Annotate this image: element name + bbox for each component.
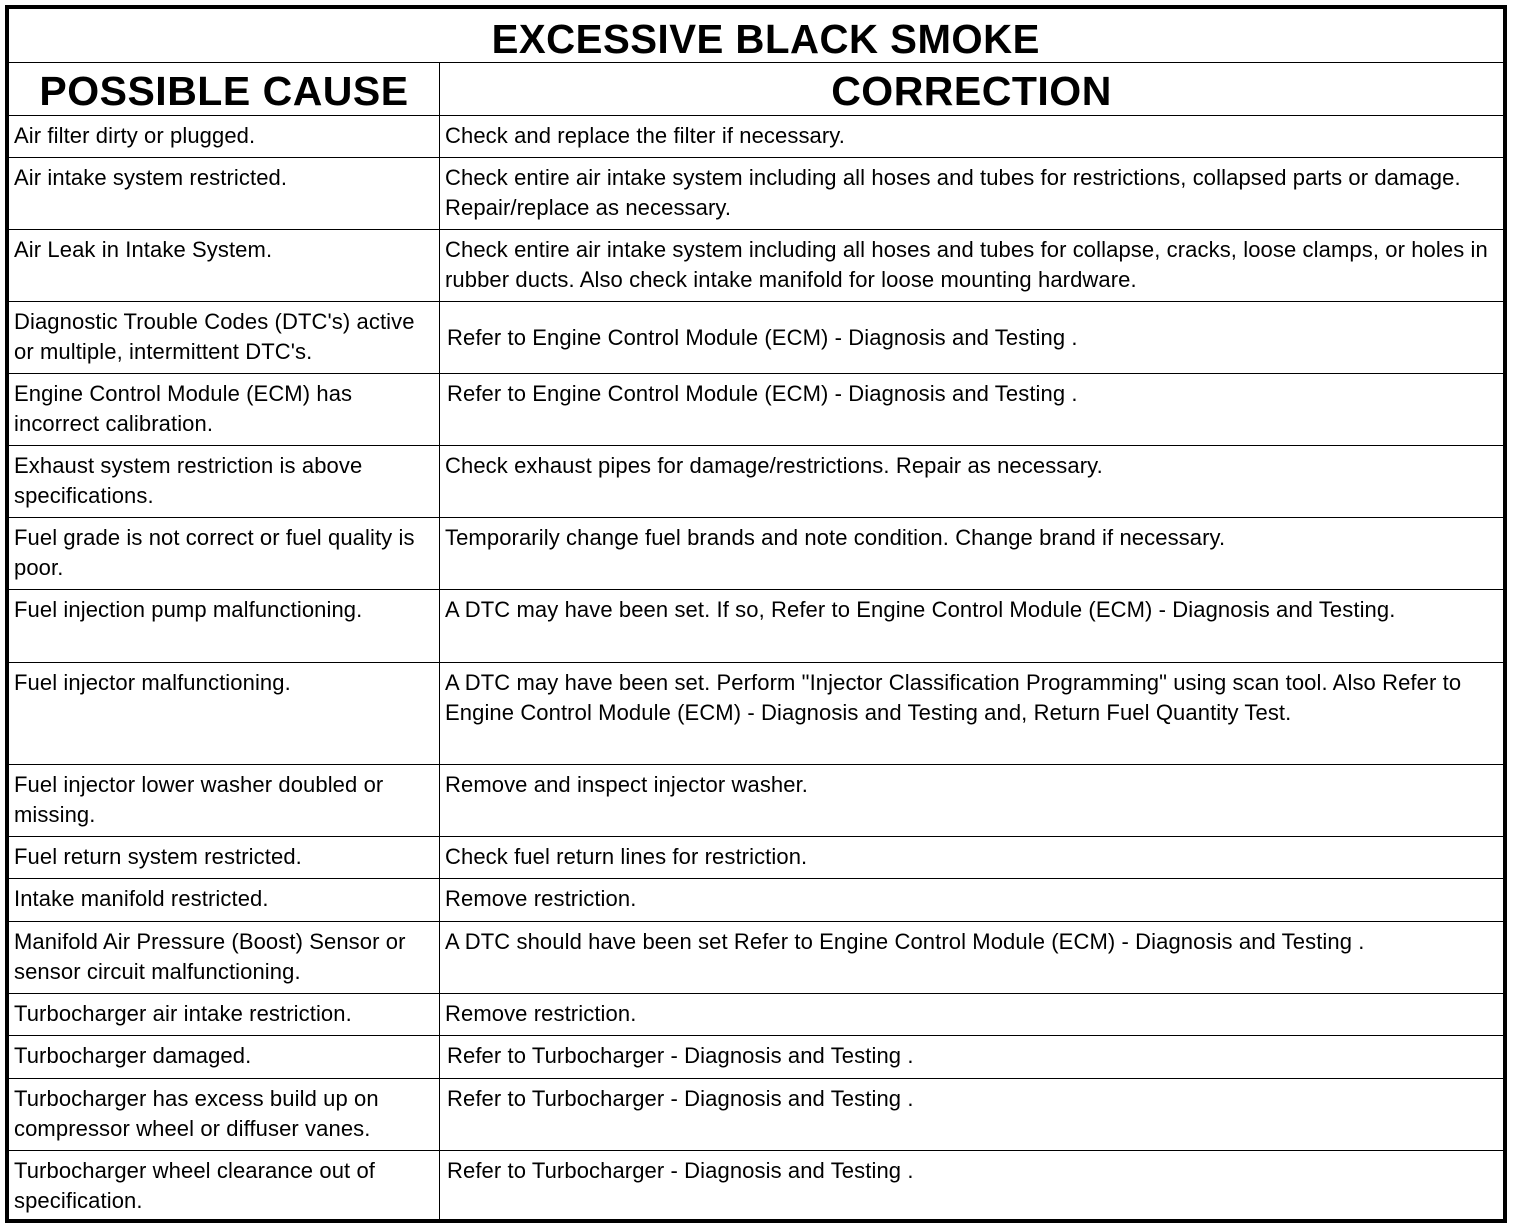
table-row — [9, 446, 1504, 518]
cause-cell: Diagnostic Trouble Codes (DTC's) active or multiple, intermittent DTC's. — [9, 302, 440, 374]
table-row — [9, 765, 1504, 837]
cause-cell: Turbocharger damaged. — [9, 1036, 440, 1079]
title-cell — [9, 9, 1504, 63]
correction-cell: Refer to Turbocharger - Diagnosis and Testing . — [440, 1079, 1504, 1151]
correction-cell: Refer to Turbocharger - Diagnosis and Testing . — [440, 1036, 1504, 1079]
table-row — [9, 1079, 1504, 1151]
cause-cell: Air filter dirty or plugged. — [9, 116, 440, 158]
table-row — [9, 994, 1504, 1036]
correction-cell: Check and replace the filter if necessary. — [440, 116, 1504, 158]
cause-cell: Turbocharger air intake restriction. — [9, 994, 440, 1036]
correction-cell: Refer to Engine Control Module (ECM) - Diagnosis and Testing . — [440, 374, 1504, 446]
table-row — [9, 302, 1504, 374]
table-title: EXCESSIVE BLACK SMOKE — [491, 15, 1041, 62]
cause-cell: Fuel grade is not correct or fuel quality is poor. — [9, 518, 440, 590]
cause-cell: Intake manifold restricted. — [9, 879, 440, 922]
correction-cell: Check entire air intake system including all hoses and tubes for collapse, cracks, loose clamps, or holes in rubber ducts. Also check intake manifold for loose mounting hardware. — [440, 230, 1504, 302]
correction-cell: Check exhaust pipes for damage/restrictions. Repair as necessary. — [440, 446, 1504, 518]
correction-cell: Temporarily change fuel brands and note condition. Change brand if necessary. — [440, 518, 1504, 590]
table-row — [9, 663, 1504, 765]
header-possible-cause: POSSIBLE CAUSE — [39, 68, 409, 114]
table-row — [9, 837, 1504, 879]
title-row — [9, 9, 1504, 63]
cause-cell: Exhaust system restriction is above specifications. — [9, 446, 440, 518]
correction-cell: Refer to Turbocharger - Diagnosis and Testing . — [440, 1151, 1504, 1220]
cause-cell: Fuel return system restricted. — [9, 837, 440, 879]
correction-cell: A DTC may have been set. Perform "Injector Classification Programming" using scan tool. Also Refer to Engine Control Module (ECM) - Diagnosis and Testing and, Return Fuel Quantity Test. — [440, 663, 1504, 765]
cause-cell: Manifold Air Pressure (Boost) Sensor or sensor circuit malfunctioning. — [9, 922, 440, 994]
header-cell-cause — [9, 63, 440, 116]
cause-cell: Fuel injector malfunctioning. — [9, 663, 440, 765]
correction-cell: A DTC may have been set. If so, Refer to Engine Control Module (ECM) - Diagnosis and Testing. — [440, 590, 1504, 663]
table-row — [9, 1151, 1504, 1220]
table-row — [9, 922, 1504, 994]
cause-cell: Air intake system restricted. — [9, 158, 440, 230]
cause-cell: Air Leak in Intake System. — [9, 230, 440, 302]
correction-cell: A DTC should have been set Refer to Engine Control Module (ECM) - Diagnosis and Testing . — [440, 922, 1504, 994]
correction-cell: Remove restriction. — [440, 994, 1504, 1036]
cause-cell: Fuel injection pump malfunctioning. — [9, 590, 440, 663]
table-row — [9, 1036, 1504, 1079]
table-row — [9, 518, 1504, 590]
troubleshooting-table — [8, 8, 1504, 1220]
header-row — [9, 63, 1504, 116]
cause-cell: Turbocharger wheel clearance out of specification. — [9, 1151, 440, 1220]
correction-cell: Remove restriction. — [440, 879, 1504, 922]
cause-cell: Turbocharger has excess build up on compressor wheel or diffuser vanes. — [9, 1079, 440, 1151]
correction-cell: Check entire air intake system including all hoses and tubes for restrictions, collapsed parts or damage. Repair/replace as necessary. — [440, 158, 1504, 230]
correction-cell: Refer to Engine Control Module (ECM) - Diagnosis and Testing . — [440, 302, 1504, 374]
correction-cell: Check fuel return lines for restriction. — [440, 837, 1504, 879]
cause-cell: Fuel injector lower washer doubled or missing. — [9, 765, 440, 837]
cause-cell: Engine Control Module (ECM) has incorrect calibration. — [9, 374, 440, 446]
table-row — [9, 230, 1504, 302]
table-row — [9, 374, 1504, 446]
header-correction: CORRECTION — [831, 68, 1112, 114]
table-row — [9, 158, 1504, 230]
correction-cell: Remove and inspect injector washer. — [440, 765, 1504, 837]
table-row — [9, 116, 1504, 158]
troubleshooting-table-frame — [5, 5, 1507, 1223]
header-cell-correction — [440, 63, 1504, 116]
table-row — [9, 590, 1504, 663]
table-row — [9, 879, 1504, 922]
